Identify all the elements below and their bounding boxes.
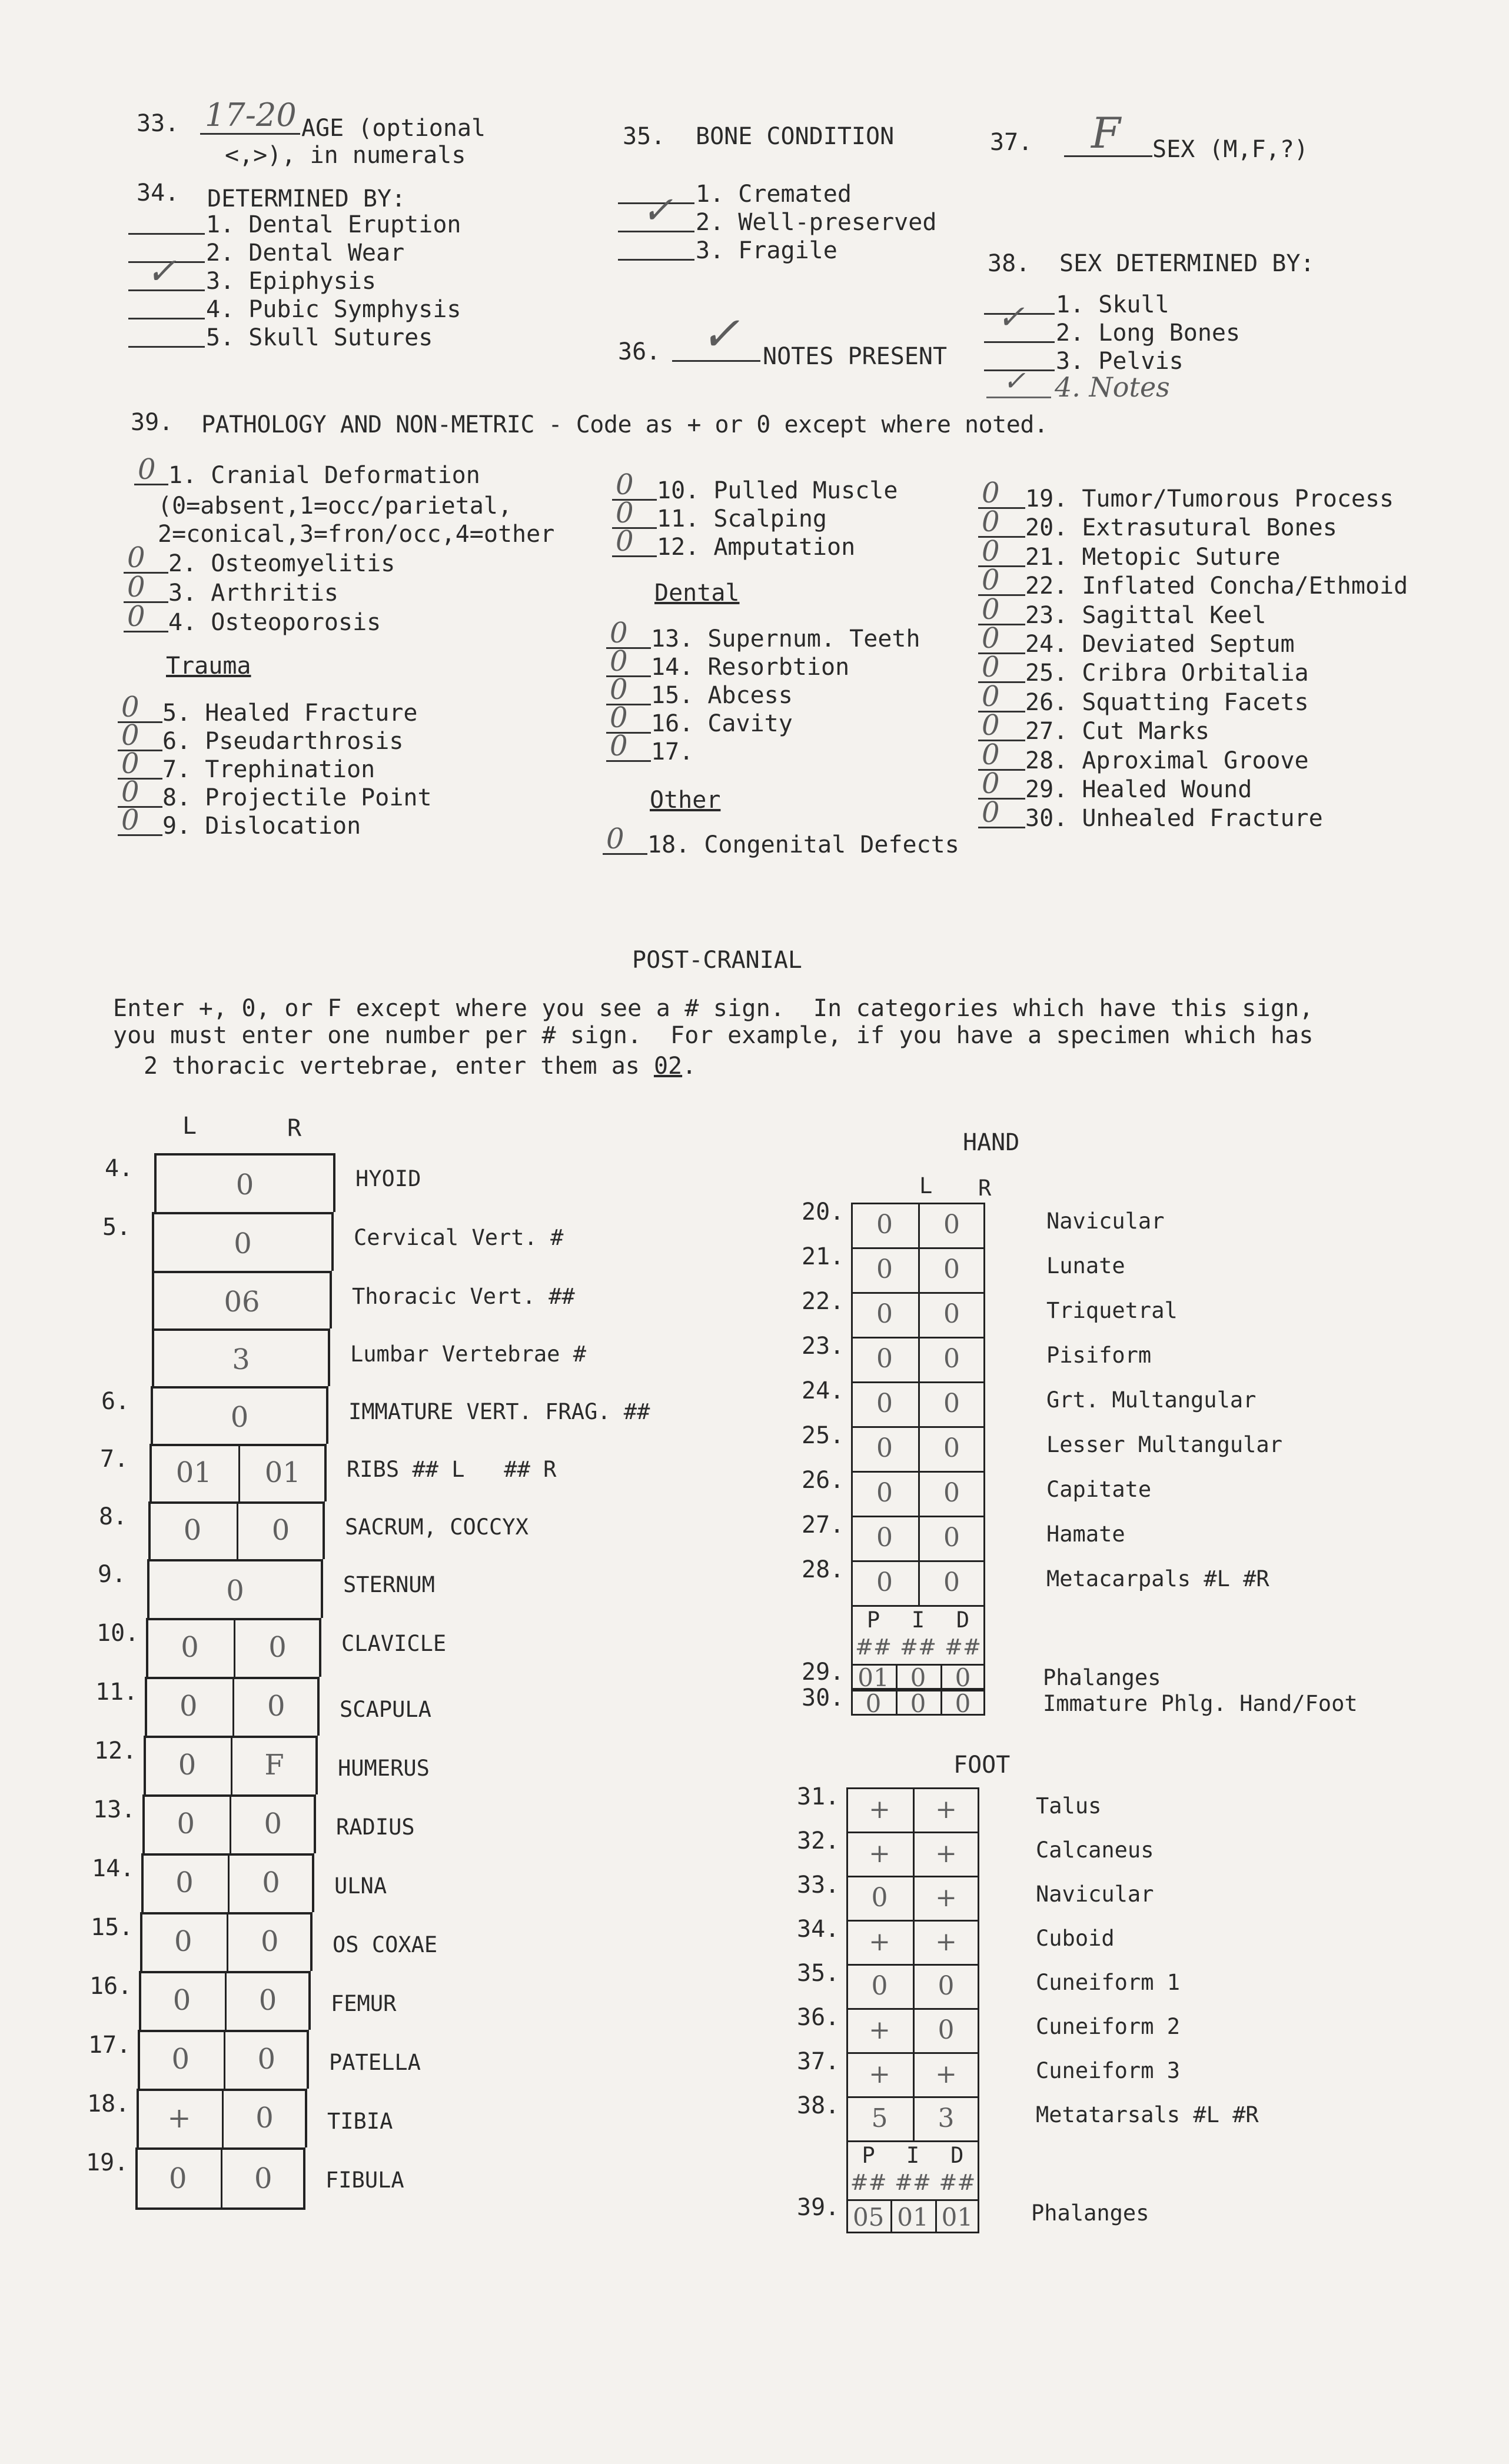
q38-option-3: 3. Pelvis [1056, 348, 1184, 375]
hand-col-R: R [978, 1176, 992, 1201]
right-value: 0 [262, 1866, 280, 1899]
pathology-blank-25[interactable] [978, 651, 1025, 684]
left-value: 0 [876, 1344, 893, 1374]
bone-row-number: 6. [101, 1388, 130, 1415]
foot-row-label: Cuneiform 2 [1036, 2014, 1181, 2039]
bone-row-number: 13. [93, 1796, 136, 1823]
pathology-blank-17[interactable] [606, 730, 651, 762]
q34-option-4: 4. Pubic Symphysis [206, 296, 461, 323]
foot-row-number: 36. [797, 2004, 840, 2031]
q38-option-1: 1. Skull [1056, 291, 1169, 318]
check-mark-icon: ✓ [642, 189, 673, 232]
zero-mark: 0 [121, 691, 139, 724]
pathology-blank-4[interactable] [124, 600, 168, 633]
pathology-item-10: 10. Pulled Muscle [657, 477, 898, 504]
zero-mark: 0 [982, 564, 1000, 597]
bone-row-label: Thoracic Vert. ## [352, 1284, 575, 1309]
bone-row-label: OS COXAE [333, 1932, 438, 1957]
pathology-item-30: 30. Unhealed Fracture [1025, 805, 1323, 833]
bone-row-label: TIBIA [327, 2109, 393, 2134]
pathology-item-14: 14. Resorbtion [651, 654, 850, 681]
bone-row-number: 7. [100, 1446, 129, 1473]
pathology-blank-1[interactable] [134, 453, 168, 486]
hand-pid-sub: ## [944, 1634, 981, 1660]
age-label-2: <,>), in numerals [225, 142, 466, 169]
other-heading: Other [650, 787, 721, 814]
left-value: 0 [876, 1299, 893, 1329]
hand-row-number: 27. [802, 1511, 845, 1539]
right-value: 0 [258, 1984, 277, 2017]
hand-row-number: 28. [802, 1556, 845, 1583]
zero-mark: 0 [982, 477, 1000, 510]
pathology-item-22: 22. Inflated Concha/Ethmoid [1025, 572, 1408, 600]
bone-row-label: STERNUM [343, 1572, 435, 1597]
pathology-item-7: 7. Trephination [162, 756, 375, 783]
right-value: 0 [254, 2162, 272, 2195]
pathology-item-23: 23. Sagittal Keel [1025, 601, 1267, 629]
hand-pid-label: P [866, 1607, 880, 1633]
q38-option-2: 2. Long Bones [1056, 319, 1241, 347]
instructions-example: 02 [653, 1053, 683, 1080]
right-value: 0 [943, 1478, 960, 1508]
right-value: 0 [938, 2015, 955, 2045]
pathology-item-27: 27. Cut Marks [1025, 718, 1210, 745]
right-value: + [935, 1926, 957, 1957]
pathology-item-19: 19. Tumor/Tumorous Process [1025, 485, 1394, 512]
zero-mark: 0 [982, 680, 1000, 713]
hand-row-number: 24. [802, 1377, 845, 1404]
pathology-item-5: 5. Healed Fracture [162, 700, 418, 727]
zero-mark: 0 [982, 767, 1000, 800]
bone-row-label: CLAVICLE [341, 1631, 447, 1656]
foot-row-label: Cuboid [1036, 1926, 1115, 1951]
pathology-item-12: 12. Amputation [657, 534, 856, 561]
hand-phal-value: 0 [910, 1663, 926, 1692]
right-value: 0 [943, 1254, 960, 1284]
hand-phal-value: 0 [910, 1689, 926, 1718]
zero-mark: 0 [982, 622, 1000, 655]
zero-mark: 0 [610, 673, 628, 706]
foot-row-number: 33. [797, 1872, 840, 1899]
bone-row-number: 17. [88, 2032, 131, 2059]
bone-row-label: FIBULA [325, 2167, 404, 2193]
q35-option-2: 2. Well-preserved [696, 209, 937, 236]
left-value: 0 [171, 2043, 190, 2076]
q35-title: BONE CONDITION [696, 123, 895, 150]
q38-notes-handwritten: 4. Notes [1055, 371, 1170, 403]
bone-row-number: 9. [98, 1561, 127, 1588]
bone-row-label: IMMATURE VERT. FRAG. ## [348, 1399, 650, 1424]
foot-row-label: Calcaneus [1036, 1837, 1154, 1863]
left-value: 0 [181, 1631, 199, 1664]
hand-row-label: Metacarpals #L #R [1046, 1566, 1269, 1591]
q38-number: 38. [988, 250, 1031, 277]
right-value: + [935, 1882, 957, 1913]
left-value: 0 [172, 1984, 191, 2017]
q35-option-3: 3. Fragile [696, 237, 837, 264]
zero-mark: 0 [610, 730, 628, 762]
pathology-item-4: 4. Osteoporosis [168, 609, 381, 636]
foot-row-number: 32. [797, 1827, 840, 1854]
left-value: 0 [177, 1807, 195, 1840]
zero-mark: 0 [982, 796, 1000, 830]
hand-col-L: L [919, 1173, 933, 1198]
zero-mark: 0 [121, 719, 139, 752]
bone-row-label: SCAPULA [340, 1697, 431, 1722]
single-value: 0 [230, 1401, 249, 1434]
foot-phal-value: 05 [852, 2203, 885, 2232]
q34-blank-4[interactable] [128, 294, 205, 319]
zero-mark: 0 [610, 617, 628, 650]
q38-notes-check: ✓ [1003, 365, 1026, 397]
left-value: 0 [175, 1866, 194, 1899]
hand-row-label: Capitate [1046, 1477, 1152, 1502]
zero-mark: 0 [616, 525, 634, 558]
pathology-item-28: 28. Aproximal Groove [1025, 747, 1309, 774]
right-value: 0 [260, 1925, 279, 1958]
pathology-item-24: 24. Deviated Septum [1025, 631, 1295, 658]
single-value: 3 [232, 1343, 250, 1376]
foot-title: FOOT [953, 1752, 1011, 1779]
bone-row-label: HUMERUS [338, 1756, 430, 1781]
hand-title: HAND [963, 1129, 1020, 1156]
pathology-item-29: 29. Healed Wound [1025, 776, 1252, 803]
pathology-item-6: 6. Pseudarthrosis [162, 728, 404, 755]
pathology-item-3: 3. Arthritis [168, 580, 338, 607]
foot-pid-sub: ## [850, 2170, 887, 2195]
right-value: 0 [255, 2102, 274, 2135]
zero-mark: 0 [121, 775, 139, 808]
foot-row-number: 31. [797, 1783, 840, 1810]
instructions-line-1: Enter +, 0, or F except where you see a # sign. In categories which have this sign, [113, 995, 1314, 1022]
notes-present-field[interactable] [672, 307, 760, 362]
right-value: 0 [257, 2043, 276, 2076]
left-value: 0 [876, 1478, 893, 1508]
left-value: 0 [871, 1970, 888, 2001]
hand-phal-number: 30. [802, 1684, 845, 1712]
hand-row-number: 22. [802, 1288, 845, 1315]
hand-row-number: 26. [802, 1467, 845, 1494]
pathology-blank-2[interactable] [124, 541, 168, 574]
sex-value: F [1091, 108, 1121, 158]
hand-row-label: Lesser Multangular [1046, 1432, 1282, 1457]
zero-mark: 0 [121, 804, 139, 837]
bone-row-number: 12. [94, 1737, 137, 1764]
foot-phal-label: Phalanges [1031, 2200, 1149, 2226]
right-value: 0 [271, 1514, 290, 1547]
right-value: + [935, 1838, 957, 1869]
single-value: 0 [226, 1574, 244, 1607]
pathology-item-9: 9. Dislocation [162, 813, 361, 840]
pathology-blank-9[interactable] [118, 804, 162, 837]
pathology-blank-30[interactable] [978, 796, 1025, 830]
hand-phal-value: 0 [865, 1689, 882, 1718]
foot-pid-sub: ## [894, 2170, 931, 2195]
pathology-blank-20[interactable] [978, 505, 1025, 539]
hand-pid-label: I [911, 1607, 925, 1633]
left-value: + [167, 2102, 191, 2135]
bone-row-number: 14. [92, 1855, 135, 1882]
column-L-header: L [182, 1113, 197, 1140]
right-value: 0 [268, 1631, 287, 1664]
hand-row-label: Hamate [1046, 1521, 1125, 1547]
postcranial-title: POST-CRANIAL [632, 947, 802, 974]
zero-mark: 0 [616, 468, 634, 501]
zero-mark: 0 [127, 541, 145, 574]
zero-mark: 0 [121, 747, 139, 780]
zero-mark: 0 [982, 709, 1000, 742]
hand-phal-number: 29. [802, 1659, 845, 1686]
q38-blank-2[interactable] [984, 298, 1055, 343]
foot-phal-value: 01 [897, 2203, 929, 2232]
bone-row-number: 15. [91, 1914, 134, 1941]
age-label: AGE (optional [301, 115, 486, 142]
q38-notes-field[interactable] [986, 365, 1051, 398]
right-value: + [935, 2059, 957, 2089]
pathology-blank-12[interactable] [612, 525, 657, 558]
hand-row-label: Grt. Multangular [1046, 1387, 1257, 1413]
age-value: 17-20 [205, 96, 297, 134]
single-value: 0 [234, 1227, 252, 1260]
left-value: 5 [871, 2103, 888, 2133]
hand-row-number: 21. [802, 1243, 845, 1270]
column-R-header: R [287, 1115, 302, 1142]
right-value: 01 [264, 1456, 301, 1489]
bone-row-label: SACRUM, COCCYX [345, 1514, 529, 1540]
zero-mark: 0 [127, 600, 145, 633]
left-value: 0 [179, 1690, 198, 1723]
right-value: 0 [267, 1690, 285, 1723]
single-value: 06 [224, 1286, 260, 1318]
hand-row-label: Pisiform [1046, 1343, 1152, 1368]
dental-heading: Dental [654, 580, 740, 607]
foot-phal-number: 39. [797, 2194, 840, 2221]
bone-row-number: 5. [102, 1214, 131, 1241]
pathology-item-16: 16. Cavity [651, 710, 793, 737]
left-value: + [869, 2059, 890, 2089]
hand-phal-label: Phalanges [1043, 1665, 1161, 1690]
hand-phal-value: 0 [955, 1663, 971, 1692]
instructions-line-3 [144, 1052, 696, 1080]
q38-title: SEX DETERMINED BY: [1059, 250, 1315, 277]
hand-row-number: 25. [802, 1422, 845, 1449]
bone-row-label: PATELLA [329, 2050, 421, 2075]
hand-pid-sub: ## [899, 1634, 936, 1660]
pathology-item-25: 25. Cribra Orbitalia [1025, 660, 1309, 687]
foot-pid-label: P [862, 2143, 875, 2168]
zero-mark: 0 [606, 823, 624, 855]
notes-present-check: ✓ [700, 307, 740, 361]
foot-pid-label: I [906, 2143, 920, 2168]
zero-mark: 0 [982, 534, 1000, 568]
q39-title: PATHOLOGY AND NON-METRIC - Code as + or 0 except where noted. [201, 411, 1048, 438]
sex-label: SEX (M,F,?) [1152, 136, 1308, 163]
pathology-blank-3[interactable] [124, 571, 168, 604]
q35-blank-3[interactable] [618, 235, 694, 261]
q34-option-5: 5. Skull Sutures [206, 324, 433, 351]
q35-number: 35. [623, 123, 666, 150]
zero-mark: 0 [616, 497, 634, 530]
instructions-line-3c: . [682, 1053, 697, 1080]
instructions-line-3a: 2 thoracic vertebrae, enter them as [144, 1053, 654, 1080]
q35-option-1: 1. Cremated [696, 181, 852, 208]
deformation-codes-1: (0=absent,1=occ/parietal, [158, 492, 513, 520]
left-value: 0 [876, 1389, 893, 1419]
pathology-blank-22[interactable] [978, 564, 1025, 597]
bone-row-number: 8. [99, 1503, 128, 1530]
foot-row-label: Metatarsals #L #R [1036, 2102, 1259, 2127]
foot-pid-sub: ## [939, 2170, 976, 2195]
bone-row-label: HYOID [355, 1166, 421, 1191]
bone-row-label: Cervical Vert. # [354, 1225, 564, 1250]
q34-blank-1[interactable] [128, 209, 205, 235]
bone-row-number: 19. [86, 2149, 129, 2176]
q34-blank-3[interactable] [128, 249, 205, 292]
zero-mark: 0 [127, 571, 145, 604]
age-field[interactable] [200, 96, 300, 135]
bone-row-number: 10. [97, 1620, 139, 1647]
pathology-item-8: 8. Projectile Point [162, 784, 432, 811]
sex-field[interactable] [1064, 108, 1152, 158]
foot-row-number: 35. [797, 1960, 840, 1987]
pathology-blank-18[interactable] [603, 823, 647, 855]
bone-row-label: RADIUS [336, 1814, 415, 1840]
deformation-codes-2: 2=conical,3=fron/occ,4=other [158, 521, 555, 548]
trauma-heading: Trauma [166, 652, 251, 680]
hand-row-label: Lunate [1046, 1253, 1125, 1278]
left-value: 0 [174, 1925, 192, 1958]
foot-row-number: 34. [797, 1916, 840, 1943]
q36-number: 36. [618, 338, 661, 365]
pathology-item-15: 15. Abcess [651, 682, 793, 709]
left-value: + [869, 1926, 890, 1957]
q34-option-2: 2. Dental Wear [206, 239, 405, 267]
right-value: 0 [943, 1523, 960, 1553]
pathology-blank-27[interactable] [978, 709, 1025, 742]
foot-row-label: Cuneiform 3 [1036, 2058, 1181, 2083]
right-value: 3 [938, 2103, 955, 2133]
left-value: 0 [876, 1433, 893, 1463]
bone-row-label: FEMUR [331, 1991, 397, 2016]
left-value: 0 [183, 1514, 202, 1547]
bone-row-number: 18. [87, 2090, 130, 2117]
bone-row-number: 4. [105, 1155, 134, 1182]
hand-pid-sub: ## [855, 1634, 892, 1660]
hand-phal-value: 01 [857, 1663, 889, 1692]
hand-phal-label: Immature Phlg. Hand/Foot [1043, 1691, 1358, 1716]
bone-row-number: 16. [89, 1973, 132, 2000]
right-value: 0 [943, 1210, 960, 1240]
pathology-item-13: 13. Supernum. Teeth [651, 625, 920, 652]
bone-row-number: 11. [95, 1679, 138, 1706]
zero-mark: 0 [610, 701, 628, 734]
bone-row-label: RIBS ## L ## R [347, 1457, 557, 1482]
left-value: + [869, 1838, 890, 1869]
left-value: 0 [168, 2162, 187, 2195]
pathology-item-18: 18. Congenital Defects [647, 831, 959, 858]
zero-mark: 0 [982, 505, 1000, 539]
left-value: 0 [871, 1882, 888, 1913]
pathology-item-11: 11. Scalping [657, 505, 827, 532]
right-value: 0 [943, 1567, 960, 1597]
left-value: 0 [178, 1749, 197, 1782]
q34-number: 34. [137, 179, 180, 207]
left-value: + [869, 2015, 890, 2045]
check-mark-icon: ✓ [146, 249, 177, 292]
left-value: 0 [876, 1523, 893, 1553]
left-value: 01 [175, 1456, 212, 1489]
pathology-item-2: 2. Osteomyelitis [168, 550, 395, 577]
right-value: F [264, 1749, 284, 1782]
hand-phal-value: 0 [955, 1689, 971, 1718]
zero-mark: 0 [138, 453, 156, 486]
q39-number: 39. [131, 409, 174, 436]
q37-number: 37. [990, 129, 1033, 156]
zero-mark: 0 [982, 738, 1000, 771]
pathology-item-26: 26. Squatting Facets [1025, 688, 1309, 716]
check-mark-icon: ✓ [997, 298, 1025, 337]
left-value: 0 [876, 1254, 893, 1284]
foot-phal-value: 01 [941, 2203, 973, 2232]
pathology-item-1: 1. Cranial Deformation [168, 462, 480, 489]
hand-row-number: 20. [802, 1198, 845, 1226]
zero-mark: 0 [610, 645, 628, 678]
foot-row-label: Cuneiform 1 [1036, 1970, 1181, 1995]
pathology-item-17: 17. [651, 738, 694, 765]
notes-present-label: NOTES PRESENT [763, 343, 948, 370]
hand-row-number: 23. [802, 1333, 845, 1360]
q34-blank-5[interactable] [128, 322, 205, 348]
q34-title: DETERMINED BY: [207, 185, 406, 212]
foot-pid-label: D [950, 2143, 964, 2168]
left-value: 0 [876, 1210, 893, 1240]
q33-number: 33. [137, 110, 180, 137]
single-value: 0 [235, 1168, 254, 1201]
right-value: 0 [943, 1389, 960, 1419]
bone-row-label: ULNA [334, 1873, 387, 1899]
right-value: 0 [938, 1970, 955, 2001]
pathology-item-21: 21. Metopic Suture [1025, 543, 1281, 571]
zero-mark: 0 [982, 592, 1000, 626]
hand-pid-label: D [956, 1607, 970, 1633]
foot-row-label: Talus [1036, 1793, 1102, 1819]
left-value: 0 [876, 1567, 893, 1597]
q34-option-3: 3. Epiphysis [206, 268, 376, 295]
left-value: + [869, 1794, 890, 1824]
q34-option-1: 1. Dental Eruption [206, 211, 461, 238]
hand-row-label: Triquetral [1046, 1298, 1178, 1323]
hand-row-label: Navicular [1046, 1208, 1165, 1234]
foot-row-number: 37. [797, 2048, 840, 2075]
right-value: 0 [264, 1807, 282, 1840]
foot-row-number: 38. [797, 2092, 840, 2119]
right-value: 0 [943, 1344, 960, 1374]
zero-mark: 0 [982, 651, 1000, 684]
right-value: + [935, 1794, 957, 1824]
bone-row-label: Lumbar Vertebrae # [350, 1341, 586, 1367]
instructions-line-2: you must enter one number per # sign. For example, if you have a specimen which has [113, 1022, 1314, 1049]
foot-row-label: Navicular [1036, 1882, 1154, 1907]
q35-blank-2[interactable] [618, 189, 694, 232]
pathology-item-20: 20. Extrasutural Bones [1025, 514, 1337, 542]
right-value: 0 [943, 1299, 960, 1329]
right-value: 0 [943, 1433, 960, 1463]
